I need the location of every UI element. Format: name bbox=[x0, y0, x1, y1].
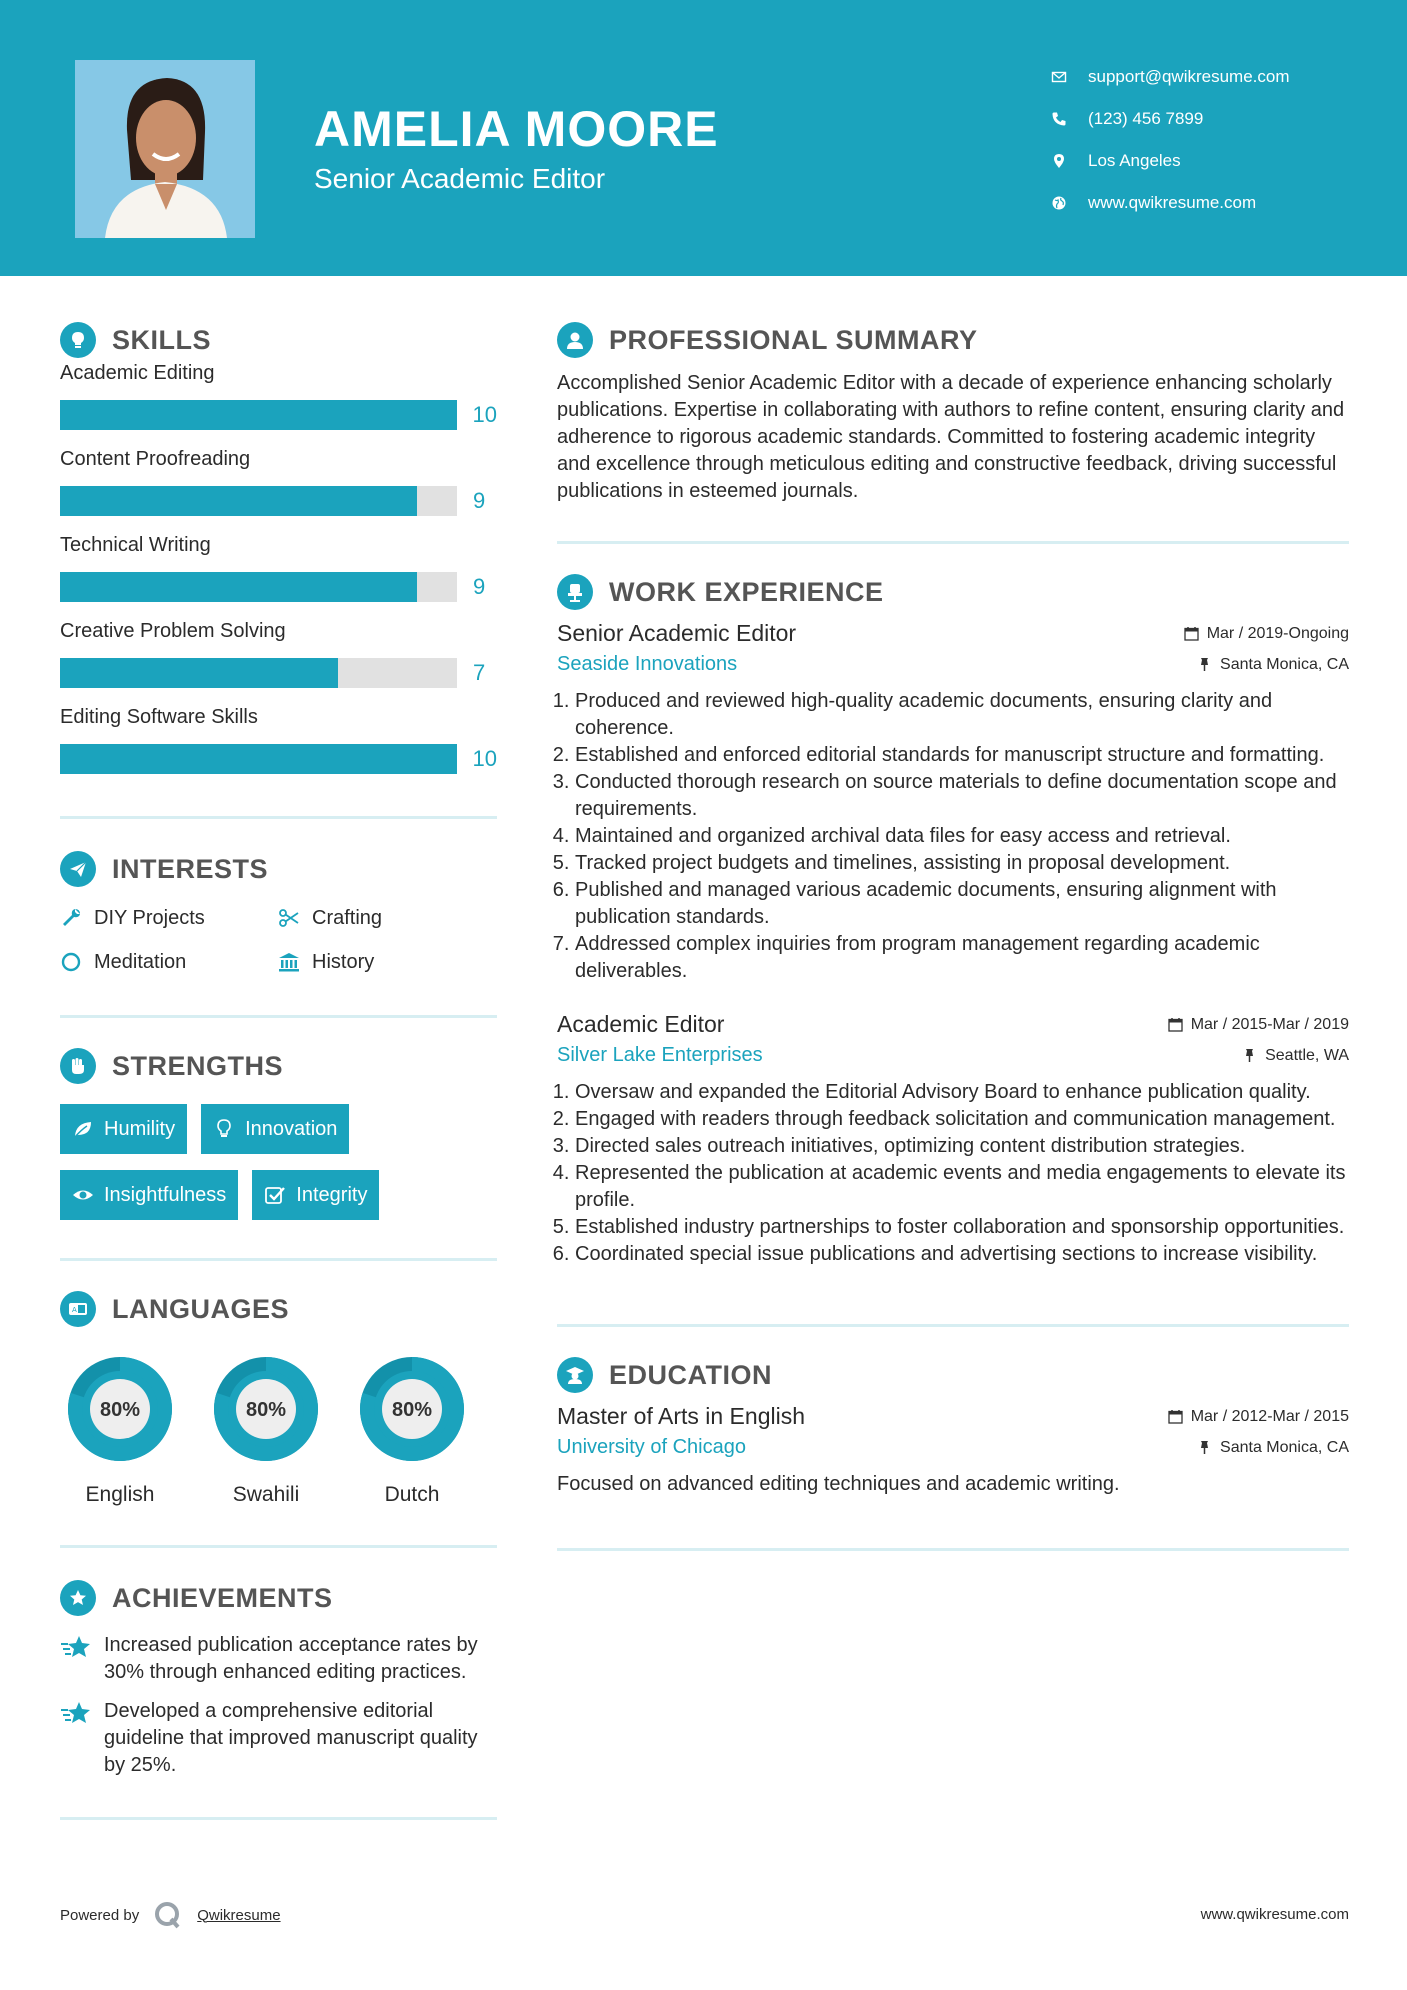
contact-email-text: support@qwikresume.com bbox=[1088, 67, 1290, 86]
skill-item bbox=[60, 620, 497, 696]
interests-list bbox=[60, 903, 497, 977]
skill-bar-fill bbox=[60, 572, 417, 602]
language-percent: 80% bbox=[99, 1399, 141, 1421]
job-location-text: Santa Monica, CA bbox=[1220, 655, 1349, 673]
contact-list bbox=[1050, 56, 1290, 224]
language-name: Swahili bbox=[232, 1483, 300, 1506]
section-divider bbox=[557, 541, 1349, 544]
summary-heading bbox=[557, 320, 1349, 360]
education-date-text: Mar / 2012-Mar / 2015 bbox=[1190, 1407, 1349, 1425]
achievement-item bbox=[60, 1632, 497, 1686]
calendar-icon bbox=[1184, 626, 1199, 641]
skill-bar bbox=[60, 658, 457, 688]
strength-label: Humility bbox=[104, 1117, 176, 1140]
interest-label: Crafting bbox=[312, 906, 383, 929]
interests-title: INTERESTS bbox=[112, 853, 269, 884]
job-bullet: 5. Tracked project budgets and timelines, assisting in proposal development. bbox=[575, 850, 1349, 877]
skills-heading bbox=[60, 320, 497, 360]
fist-icon bbox=[60, 1048, 96, 1084]
profile-photo-image bbox=[75, 60, 255, 238]
job-bullet: 1. Oversaw and expanded the Editorial Advisory Board to enhance publication quality. bbox=[575, 1079, 1349, 1106]
left-column bbox=[60, 320, 497, 1820]
powered-by-text: Powered by bbox=[60, 1906, 140, 1924]
job-entry bbox=[557, 1011, 1349, 1268]
job-location-text: Seattle, WA bbox=[1265, 1046, 1349, 1064]
section-divider bbox=[60, 816, 497, 819]
skill-value: 7 bbox=[473, 660, 486, 685]
job-bullets bbox=[557, 1079, 1349, 1268]
museum-icon bbox=[278, 951, 300, 973]
section-divider bbox=[60, 1545, 497, 1548]
skill-bar bbox=[60, 744, 457, 774]
section-divider bbox=[60, 1817, 497, 1820]
resume-header bbox=[0, 0, 1407, 276]
languages-title: LANGUAGES bbox=[112, 1293, 290, 1324]
job-date bbox=[1168, 1016, 1349, 1034]
strength-chip bbox=[60, 1104, 187, 1154]
skill-value: 10 bbox=[472, 746, 497, 771]
footer-site[interactable]: www.qwikresume.com bbox=[1200, 1906, 1349, 1923]
skill-name: Content Proofreading bbox=[60, 448, 251, 470]
job-header bbox=[557, 1011, 1349, 1038]
skill-item bbox=[60, 534, 497, 610]
globe-icon bbox=[1050, 194, 1068, 212]
languages-heading bbox=[60, 1289, 497, 1329]
skill-bar-fill bbox=[60, 658, 338, 688]
job-bullet: 2. Engaged with readers through feedback solicitation and communication management. bbox=[575, 1106, 1349, 1133]
job-bullet: 6. Published and managed various academic documents, ensuring alignment with publication standards. bbox=[575, 877, 1349, 931]
section-divider bbox=[557, 1548, 1349, 1551]
skill-bar-fill bbox=[60, 486, 417, 516]
interests-heading bbox=[60, 849, 497, 889]
education-date bbox=[1168, 1408, 1349, 1426]
skill-bar bbox=[60, 572, 457, 602]
job-bullet: 7. Addressed complex inquiries from program management regarding academic deliverables. bbox=[575, 931, 1349, 985]
language-ring bbox=[352, 1349, 472, 1469]
achievement-item bbox=[60, 1698, 497, 1779]
circle-icon bbox=[60, 951, 82, 973]
job-location bbox=[1197, 656, 1349, 674]
interest-item bbox=[60, 903, 278, 933]
skill-bar bbox=[60, 400, 457, 430]
skill-item bbox=[60, 362, 497, 438]
user-icon bbox=[557, 322, 593, 358]
job-bullet: 3. Conducted thorough research on source materials to define documentation scope and requirements. bbox=[575, 769, 1349, 823]
language-ring bbox=[206, 1349, 326, 1469]
education-description: Focused on advanced editing techniques and academic writing. bbox=[557, 1473, 1120, 1495]
achievement-text: Increased publication acceptance rates by 30% through enhanced editing practices. bbox=[104, 1634, 478, 1683]
skill-item bbox=[60, 448, 497, 524]
shooting-star-icon bbox=[60, 1698, 92, 1730]
envelope-icon bbox=[1050, 68, 1068, 86]
education-location bbox=[1197, 1439, 1349, 1457]
contact-phone-text: (123) 456 7899 bbox=[1088, 109, 1204, 128]
job-bullet: 6. Coordinated special issue publications and advertising sections to increase visibility. bbox=[575, 1241, 1349, 1268]
skills-title: SKILLS bbox=[112, 324, 212, 355]
job-bullets bbox=[557, 688, 1349, 985]
job-bullet: 5. Established industry partnerships to foster collaboration and sponsorship opportunities. bbox=[575, 1214, 1349, 1241]
language-item bbox=[60, 1349, 180, 1507]
strength-label: Insightfulness bbox=[104, 1183, 227, 1206]
education-title: EDUCATION bbox=[609, 1359, 772, 1390]
calendar-icon bbox=[1168, 1017, 1183, 1032]
wrench-icon bbox=[60, 907, 82, 929]
work-title: WORK EXPERIENCE bbox=[609, 576, 884, 607]
right-column bbox=[557, 320, 1349, 1551]
language-ring bbox=[60, 1349, 180, 1469]
job-bullet: 2. Established and enforced editorial standards for manuscript structure and formatting. bbox=[575, 742, 1349, 769]
phone-icon bbox=[1050, 110, 1068, 128]
skill-name: Editing Software Skills bbox=[60, 706, 258, 728]
pushpin-icon bbox=[1242, 1048, 1257, 1063]
shooting-star-icon bbox=[60, 1632, 92, 1664]
pushpin-icon bbox=[1197, 657, 1212, 672]
language-name: English bbox=[85, 1483, 155, 1506]
interest-label: Meditation bbox=[94, 950, 187, 973]
map-pin-icon bbox=[1050, 152, 1068, 170]
job-subheader bbox=[557, 653, 1349, 676]
contact-website-text: www.qwikresume.com bbox=[1088, 193, 1257, 212]
language-name: Dutch bbox=[384, 1483, 440, 1506]
eye-icon bbox=[72, 1184, 94, 1206]
skill-item bbox=[60, 706, 497, 782]
graduate-icon bbox=[557, 1357, 593, 1393]
pushpin-icon bbox=[1197, 1440, 1212, 1455]
strength-chip bbox=[252, 1170, 379, 1220]
profile-photo bbox=[75, 60, 255, 238]
section-divider bbox=[557, 1324, 1349, 1327]
interest-item bbox=[60, 947, 278, 977]
skills-list bbox=[60, 362, 497, 782]
skill-bar-fill bbox=[60, 744, 457, 774]
paper-plane-icon bbox=[60, 851, 96, 887]
footer-powered-by bbox=[60, 1900, 281, 1930]
company-name: Silver Lake Enterprises bbox=[557, 1044, 763, 1066]
job-location bbox=[1242, 1047, 1349, 1065]
job-bullet: 3. Directed sales outreach initiatives, optimizing content distribution strategies. bbox=[575, 1133, 1349, 1160]
school-name: University of Chicago bbox=[557, 1436, 746, 1458]
contact-location-text: Los Angeles bbox=[1088, 151, 1181, 170]
degree-title: Master of Arts in English bbox=[557, 1403, 805, 1429]
achievements-heading bbox=[60, 1578, 497, 1618]
candidate-name: AMELIA MOORE bbox=[314, 101, 719, 157]
skill-value: 9 bbox=[473, 488, 486, 513]
job-date-text: Mar / 2019-Ongoing bbox=[1206, 624, 1349, 642]
scissors-icon bbox=[278, 907, 300, 929]
language-percent: 80% bbox=[245, 1399, 287, 1421]
company-name: Seaside Innovations bbox=[557, 653, 738, 675]
education-heading bbox=[557, 1355, 1349, 1395]
interest-label: DIY Projects bbox=[94, 906, 205, 929]
job-entry bbox=[557, 620, 1349, 985]
job-subheader bbox=[557, 1044, 1349, 1067]
svg-text:A: A bbox=[72, 1306, 77, 1314]
strength-label: Innovation bbox=[245, 1117, 338, 1140]
leaf-icon bbox=[72, 1118, 94, 1140]
education-location-text: Santa Monica, CA bbox=[1220, 1438, 1349, 1456]
contact-email[interactable] bbox=[1050, 56, 1290, 98]
achievement-text: Developed a comprehensive editorial guideline that improved manuscript quality by 25%. bbox=[104, 1700, 478, 1776]
skill-bar bbox=[60, 486, 457, 516]
language-percent: 80% bbox=[391, 1399, 433, 1421]
lightbulb-icon bbox=[60, 322, 96, 358]
strength-chip bbox=[60, 1170, 238, 1220]
skill-bar-fill bbox=[60, 400, 457, 430]
education-header bbox=[557, 1403, 1349, 1430]
skill-name: Technical Writing bbox=[60, 534, 211, 556]
skill-name: Academic Editing bbox=[60, 362, 215, 384]
contact-website[interactable] bbox=[1050, 182, 1290, 224]
section-divider bbox=[60, 1258, 497, 1261]
strengths-heading bbox=[60, 1046, 497, 1086]
summary-text: Accomplished Senior Academic Editor with a decade of experience enhancing scholarly publications. Expertise in collaborating with authors to refine content, ensuring clarity and adherence to rigorous academic standards. Committed to fostering academic integrity and excellence through meticulous editing and constructive feedback, driving successful publications in esteemed journals. bbox=[557, 372, 1345, 502]
contact-location bbox=[1050, 140, 1290, 182]
lightbulb-icon bbox=[213, 1118, 235, 1140]
interest-item bbox=[278, 947, 478, 977]
interest-item bbox=[278, 903, 478, 933]
strength-chip bbox=[201, 1104, 349, 1154]
job-header bbox=[557, 620, 1349, 647]
job-bullet: 1. Produced and reviewed high-quality academic documents, ensuring clarity and coherence. bbox=[575, 688, 1349, 742]
education-subheader bbox=[557, 1436, 1349, 1459]
skill-value: 10 bbox=[472, 402, 497, 427]
check-square-icon bbox=[264, 1184, 286, 1206]
chair-icon bbox=[557, 574, 593, 610]
job-title: Senior Academic Editor bbox=[557, 620, 797, 646]
job-bullet: 4. Represented the publication at academic events and media engagements to elevate its profile. bbox=[575, 1160, 1349, 1214]
job-date bbox=[1184, 625, 1349, 643]
skill-name: Creative Problem Solving bbox=[60, 620, 286, 642]
strengths-title: STRENGTHS bbox=[112, 1050, 284, 1081]
achievements-title: ACHIEVEMENTS bbox=[112, 1582, 333, 1613]
summary-title: PROFESSIONAL SUMMARY bbox=[609, 324, 978, 355]
qwikresume-logo-icon bbox=[153, 1900, 183, 1930]
star-badge-icon bbox=[60, 1580, 96, 1616]
interest-label: History bbox=[312, 950, 375, 973]
strength-label: Integrity bbox=[296, 1183, 368, 1206]
contact-phone[interactable] bbox=[1050, 98, 1290, 140]
job-bullet: 4. Maintained and organized archival data files for easy access and retrieval. bbox=[575, 823, 1349, 850]
section-divider bbox=[60, 1015, 497, 1018]
skill-value: 9 bbox=[473, 574, 486, 599]
strengths-list bbox=[60, 1104, 480, 1220]
language-item bbox=[206, 1349, 326, 1507]
job-date-text: Mar / 2015-Mar / 2019 bbox=[1190, 1015, 1349, 1033]
languages-list bbox=[60, 1349, 497, 1507]
job-title: Academic Editor bbox=[557, 1011, 725, 1037]
candidate-title: Senior Academic Editor bbox=[314, 163, 606, 194]
brand-link[interactable]: Qwikresume bbox=[197, 1906, 281, 1924]
calendar-icon bbox=[1168, 1409, 1183, 1424]
language-item bbox=[352, 1349, 472, 1507]
work-heading bbox=[557, 572, 1349, 612]
language-icon bbox=[60, 1291, 96, 1327]
